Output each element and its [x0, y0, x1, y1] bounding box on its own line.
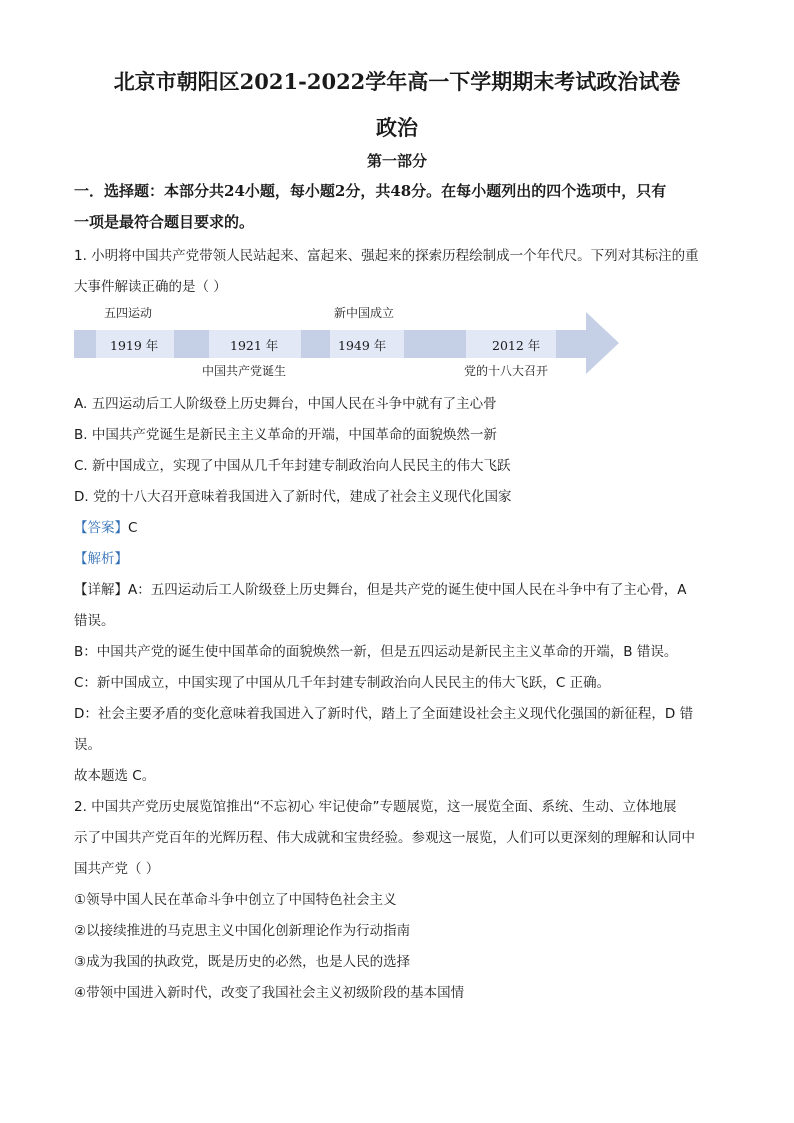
subject-title: 政治: [376, 115, 418, 140]
document-title: 北京市朝阳区2021-2022学年高一下学期期末考试政治试卷: [113, 69, 681, 94]
q1-option-b: B. 中国共产党诞生是新民主主义革命的开端，中国革命的面貌焕然一新: [74, 427, 497, 443]
analysis-tag: 【解析】: [74, 551, 128, 567]
section-instruction-line2: 一项是最符合题目要求的。: [74, 213, 255, 231]
q2-item-3: ③成为我国的执政党，既是历史的必然，也是人民的选择: [74, 954, 411, 970]
timeline-year-1919: 1919 年: [110, 338, 159, 353]
q1-stem-line1: 1. 小明将中国共产党带领人民站起来、富起来、强起来的探索历程绘制成一个年代尺。下列对其标注的重: [74, 248, 699, 264]
timeline-year-1949: 1949 年: [338, 338, 387, 353]
q1-detail-line1: [74, 578, 686, 598]
q1-detail-line2: 错误。: [74, 613, 115, 629]
detail-text: A：五四运动后工人阶级登上历史舞台，但是共产党的诞生使中国人民在斗争中有了主心骨，A: [128, 582, 687, 598]
timeline-year-2012: 2012 年: [492, 338, 541, 353]
q1-stem-line2: 大事件解读正确的是（ ）: [74, 279, 227, 295]
q2-item-4: ④带领中国进入新时代，改变了我国社会主义初级阶段的基本国情: [74, 985, 465, 1001]
detail-tag: 【详解】: [74, 582, 128, 598]
timeline-label-prc-founding: 新中国成立: [334, 306, 395, 320]
q1-option-d: D. 党的十八大召开意味着我国进入了新时代，建成了社会主义现代化国家: [74, 489, 512, 505]
timeline-label-18th-congress: 党的十八大召开: [464, 364, 549, 378]
timeline-figure: [74, 302, 619, 384]
q1-detail-line6: 误。: [74, 737, 101, 753]
q1-conclusion: 故本题选 C。: [74, 768, 156, 784]
section-instruction-line1: 一．选择题：本部分共24小题，每小题2分，共48分。在每小题列出的四个选项中，只有: [74, 182, 667, 200]
q1-detail-line4: C：新中国成立，中国实现了中国从几千年封建专制政治向人民民主的伟大飞跃，C 正确。: [74, 675, 611, 691]
answer-tag: 【答案】: [74, 520, 128, 536]
q1-detail-line3: B：中国共产党的诞生使中国革命的面貌焕然一新，但是五四运动是新民主主义革命的开端，B 错误。: [74, 644, 678, 660]
q1-option-a: A. 五四运动后工人阶级登上历史舞台，中国人民在斗争中就有了主心骨: [74, 396, 497, 412]
part-title: 第一部分: [366, 152, 427, 170]
timeline-year-1921: 1921 年: [230, 338, 279, 353]
timeline-label-may-fourth: 五四运动: [104, 306, 153, 320]
answer-value: C: [128, 520, 138, 536]
q2-item-1: ①领导中国人民在革命斗争中创立了中国特色社会主义: [74, 892, 397, 908]
q2-stem-line1: 2. 中国共产党历史展览馆推出“不忘初心 牢记使命”专题展览，这一展览全面、系统、生动、立体地展: [74, 799, 677, 815]
q1-answer: [74, 516, 137, 536]
q2-stem-line3: 国共产党（ ）: [74, 861, 160, 877]
q1-detail-line5: D：社会主要矛盾的变化意味着我国进入了新时代，踏上了全面建设社会主义现代化强国的新征程，D 错: [74, 706, 694, 722]
q2-stem-line2: 示了中国共产党百年的光辉历程、伟大成就和宝贵经验。参观这一展览，人们可以更深刻的理解和认同中: [74, 830, 695, 846]
timeline-label-cpc-founding: 中国共产党诞生: [202, 364, 287, 378]
q2-item-2: ②以接续推进的马克思主义中国化创新理论作为行动指南: [74, 923, 411, 939]
q1-option-c: C. 新中国成立，实现了中国从几千年封建专制政治向人民民主的伟大飞跃: [74, 458, 511, 474]
